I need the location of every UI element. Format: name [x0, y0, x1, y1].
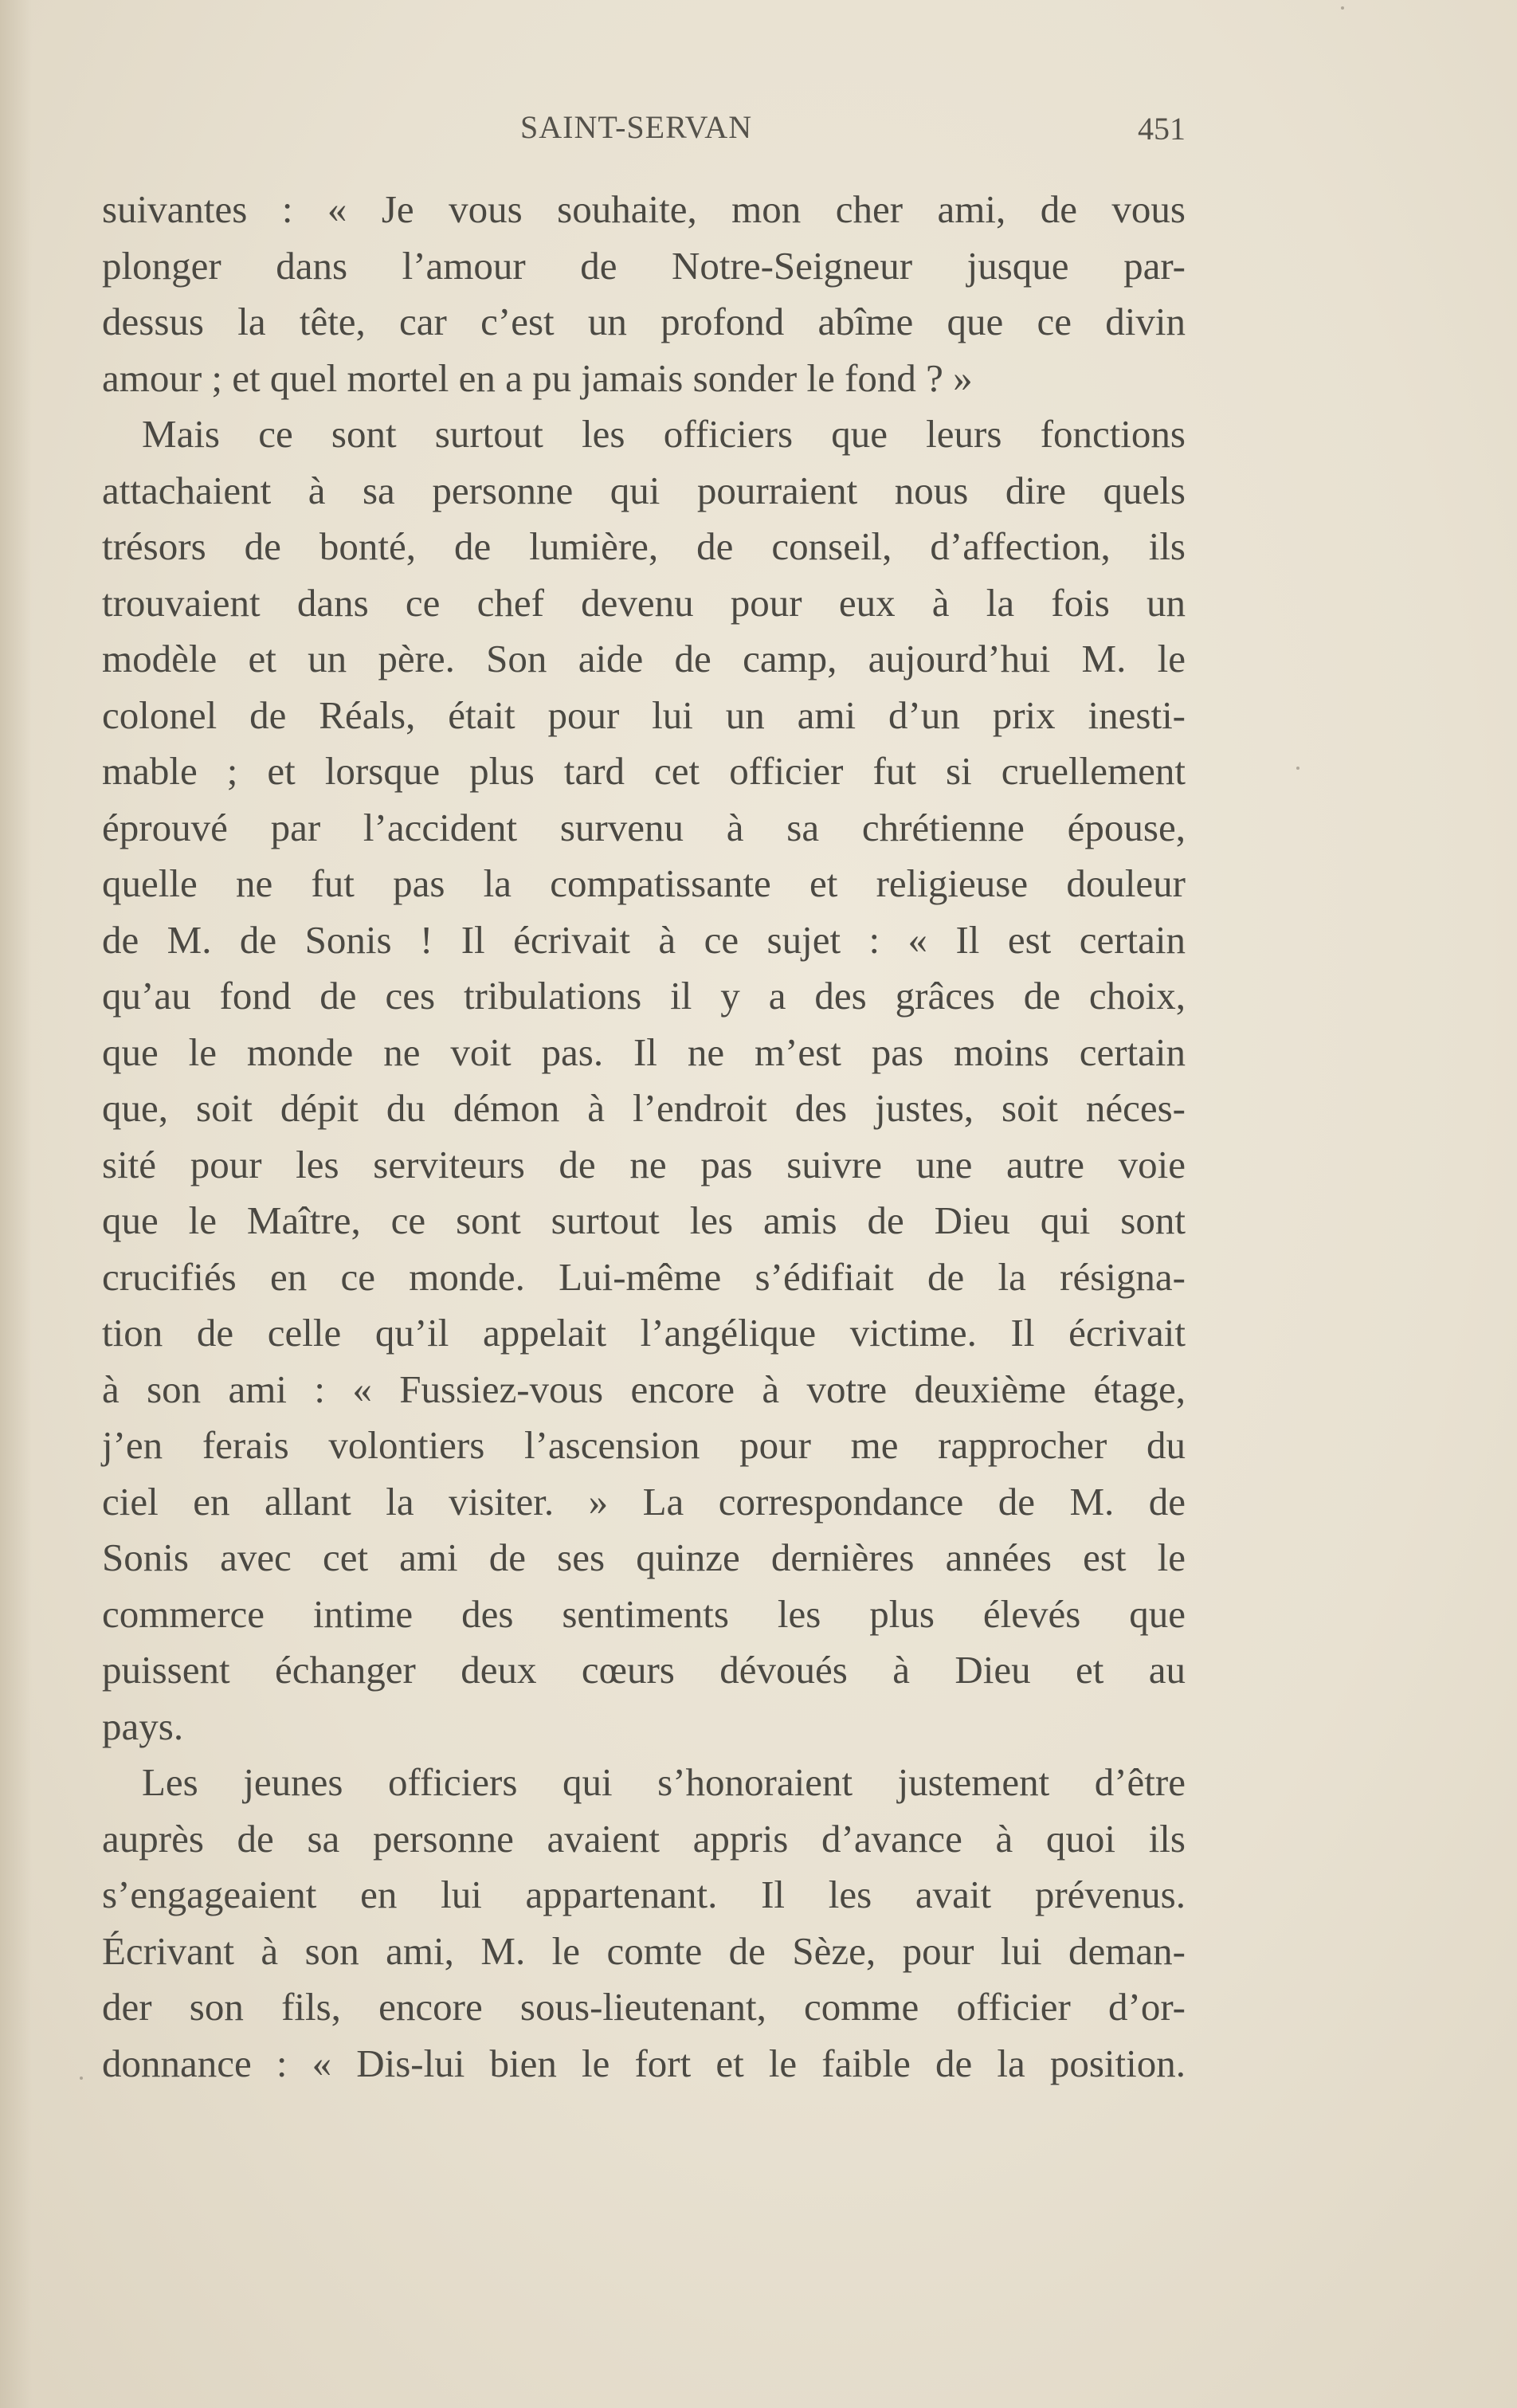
paper-speck: [1341, 6, 1344, 10]
text-line: puissent échanger deux cœurs dévoués à Dieu et au: [102, 1648, 1186, 1692]
text-line: quelle ne fut pas la compatissante et religieuse douleur: [102, 861, 1186, 905]
text-line: crucifiés en ce monde. Lui-même s’édifiait de la résigna-: [102, 1254, 1186, 1299]
text-line: attachaient à sa personne qui pourraient nous dire quels: [102, 468, 1186, 512]
text-line: que le Maître, ce sont surtout les amis de Dieu qui sont: [102, 1198, 1186, 1242]
text-line: que, soit dépit du démon à l’endroit des justes, soit néces-: [102, 1086, 1186, 1130]
text-line: j’en ferais volontiers l’ascension pour me rapprocher du: [102, 1423, 1186, 1467]
text-line: à son ami : « Fussiez-vous encore à votre deuxième étage,: [102, 1367, 1186, 1411]
paragraph-first-line: Mais ce sont surtout les officiers que leurs fonctions: [142, 412, 1186, 456]
text-line: suivantes : « Je vous souhaite, mon cher ami, de vous: [102, 187, 1186, 231]
text-line: Sonis avec cet ami de ses quinze dernières années est le: [102, 1535, 1186, 1579]
text-line: Écrivant à son ami, M. le comte de Sèze, pour lui deman-: [102, 1928, 1186, 1973]
text-line: plonger dans l’amour de Notre-Seigneur jusque par-: [102, 243, 1186, 288]
text-line: ciel en allant la visiter. » La correspondance de M. de: [102, 1479, 1186, 1524]
paper-speck: [80, 2077, 83, 2080]
text-line: amour ; et quel mortel en a pu jamais sonder le fond ? »: [102, 355, 973, 400]
text-line: que le monde ne voit pas. Il ne m’est pas moins certain: [102, 1029, 1186, 1074]
text-line: mable ; et lorsque plus tard cet officier fut si cruellement: [102, 749, 1186, 793]
text-line: trouvaient dans ce chef devenu pour eux à la fois un: [102, 580, 1186, 625]
text-line: commerce intime des sentiments les plus élevés que: [102, 1591, 1186, 1636]
text-line: pays.: [102, 1704, 184, 1748]
text-line: qu’au fond de ces tribulations il y a des grâces de choix,: [102, 974, 1186, 1018]
text-line: dessus la tête, car c’est un profond abîme que ce divin: [102, 300, 1186, 343]
text-line: colonel de Réals, était pour lui un ami d’un prix inesti-: [102, 692, 1186, 737]
text-line: trésors de bonté, de lumière, de conseil, d’affection, ils: [102, 524, 1186, 568]
page-header: [102, 102, 1186, 150]
text-line: auprès de sa personne avaient appris d’avance à quoi ils: [102, 1816, 1186, 1861]
text-line: s’engageaient en lui appartenant. Il les avait prévenus.: [102, 1873, 1186, 1916]
text-line: donnance : « Dis-lui bien le fort et le faible de la position.: [102, 2041, 1186, 2085]
body-text: [102, 182, 1186, 2092]
text-line: tion de celle qu’il appelait l’angélique victime. Il écrivait: [102, 1311, 1186, 1355]
paragraph-first-line: Les jeunes officiers qui s’honoraient justement d’être: [142, 1760, 1186, 1804]
text-line: de M. de Sonis ! Il écrivait à ce sujet : « Il est certain: [102, 917, 1186, 962]
page-number: 451: [1138, 111, 1186, 147]
page-edge-shadow: [0, 0, 32, 2408]
text-line: modèle et un père. Son aide de camp, aujourd’hui M. le: [102, 637, 1186, 680]
paper-speck: [1296, 767, 1299, 770]
text-line: sité pour les serviteurs de ne pas suivre une autre voie: [102, 1142, 1186, 1186]
text-line: der son fils, encore sous-lieutenant, comme officier d’or-: [102, 1985, 1186, 2029]
text-line: éprouvé par l’accident survenu à sa chrétienne épouse,: [102, 805, 1186, 849]
running-head: SAINT-SERVAN: [520, 109, 753, 145]
